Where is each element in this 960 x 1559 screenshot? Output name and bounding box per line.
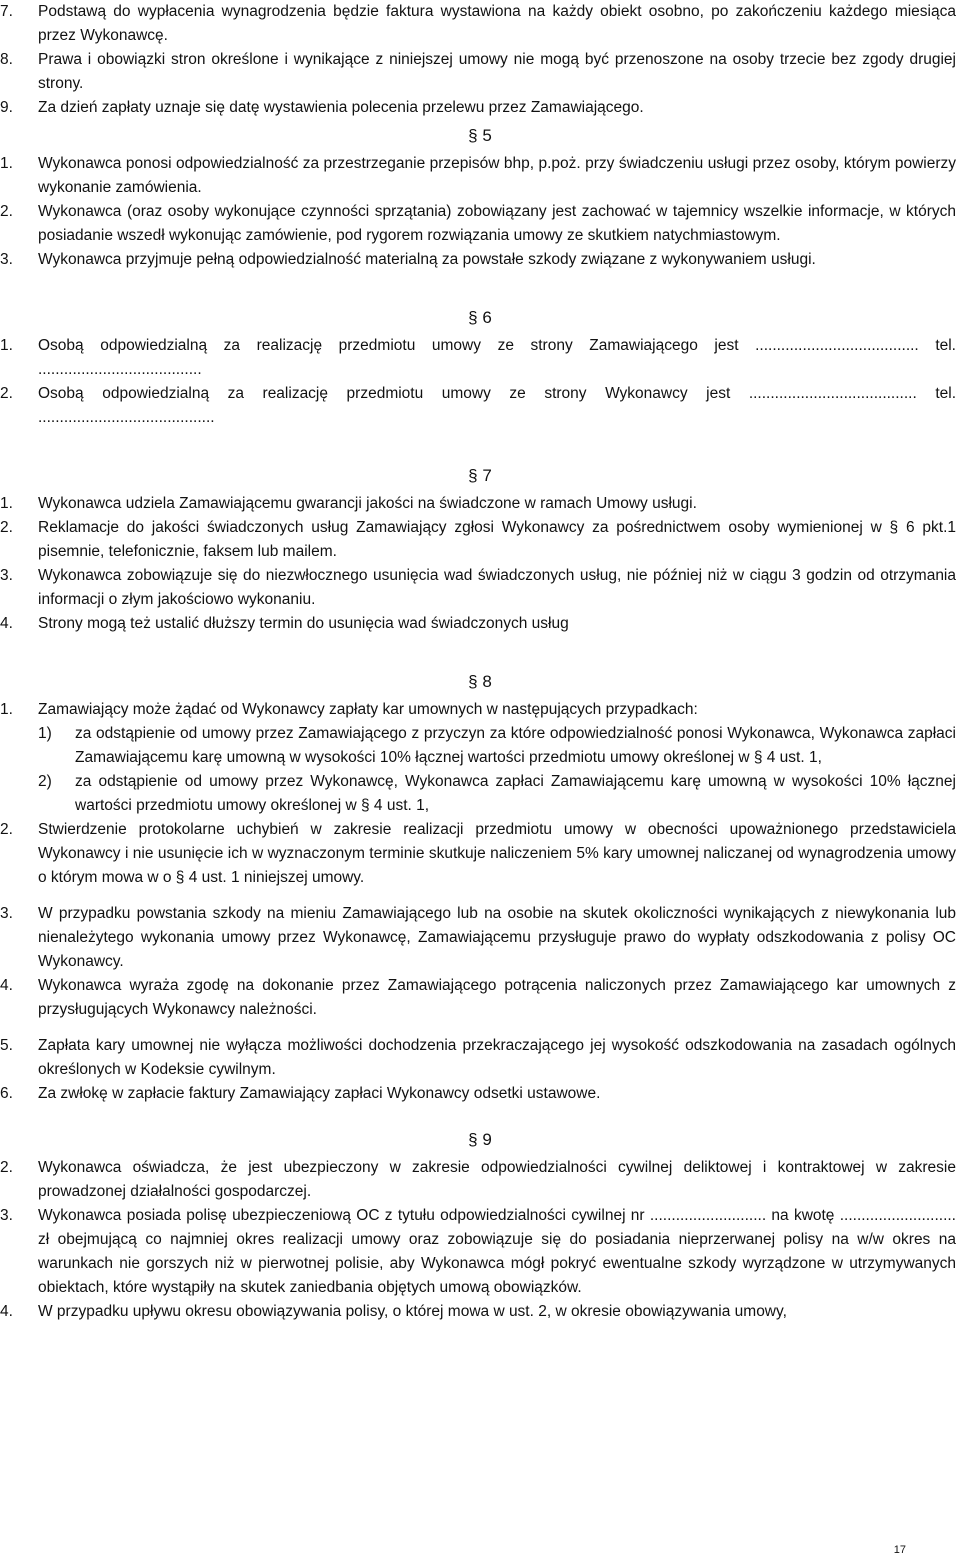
clause-item [0, 200, 960, 248]
clause-number: 2. [0, 203, 13, 220]
clause-number: 3. [0, 251, 13, 268]
clause-list-continued [0, 0, 960, 120]
clause-text: Osobą odpowiedzialną za realizację przedmiotu umowy ze strony Zamawiającego jest ...................................... tel. ...................................... [38, 337, 956, 378]
clause-text: Podstawą do wypłacenia wynagrodzenia będzie faktura wystawiona na każdy obiekt osobno, po zakończeniu każdego miesiąca przez Wykonawcę. [38, 3, 956, 44]
clause-text: Wykonawca (oraz osoby wykonujące czynności sprzątania) zobowiązany jest zachować w tajemnicy wszelkie informacje, w których posiadanie wszedł wykonując zamówienie, pod rygorem rozwiązania umowy ze skutkiem natychmiastowym. [38, 203, 956, 244]
clause-number: 2. [0, 1159, 13, 1176]
clause-item [0, 0, 960, 48]
section-8-items [0, 698, 960, 1106]
clause-number: 3. [0, 905, 13, 922]
section-heading-5: § 5 [468, 126, 492, 145]
clause-number: 4. [0, 1303, 13, 1320]
clause-number: 5. [0, 1037, 13, 1054]
sub-clause-text: za odstąpienie od umowy przez Zamawiającego z przyczyn za które odpowiedzialność ponosi Wykonawca, Wykonawca zapłaci Zamawiającemu karę umowną w wysokości 10% łącznej wartości przedmiotu umowy określonej w § 4 ust. 1, [75, 725, 956, 766]
clause-number: 1. [0, 155, 13, 172]
clause-text: Wykonawca przyjmuje pełną odpowiedzialność materialną za powstałe szkody związane z wykonywaniem usługi. [38, 251, 816, 268]
clause-text: Prawa i obowiązki stron określone i wynikające z niniejszej umowy nie mogą być przenoszone na osoby trzecie bez zgody drugiej strony. [38, 51, 956, 92]
clause-item [0, 818, 960, 890]
section-5-items [0, 152, 960, 272]
section-heading-8: § 8 [468, 672, 492, 691]
clause-number: 1. [0, 701, 13, 718]
clause-text: W przypadku powstania szkody na mieniu Zamawiającego lub na osobie na skutek okoliczności wynikających z niewykonania lub nienależytego wykonania umowy przez Wykonawcę, Zamawiającemu przysługuje prawo do wypłaty odszkodowania z polisy OC Wykonawcy. [38, 905, 956, 970]
clause-item [0, 698, 960, 722]
clause-number: 3. [0, 567, 13, 584]
clause-text: Wykonawca ponosi odpowiedzialność za przestrzeganie przepisów bhp, p.poż. przy świadczeniu usługi przez osoby, którym powierzy wykonanie zamówienia. [38, 155, 956, 196]
section-heading-6: § 6 [468, 308, 492, 327]
clause-item [0, 382, 960, 430]
clause-text: Za zwłokę w zapłacie faktury Zamawiający zapłaci Wykonawcy odsetki ustawowe. [38, 1085, 601, 1102]
clause-text: Reklamacje do jakości świadczonych usług Zamawiający zgłosi Wykonawcy za pośrednictwem osoby wymienionej w § 6 pkt.1 pisemnie, telefonicznie, faksem lub mailem. [38, 519, 956, 560]
clause-number: 6. [0, 1085, 13, 1102]
clause-text: Wykonawca wyraża zgodę na dokonanie przez Zamawiającego potrącenia naliczonych przez Zamawiającego kar umownych z przysługujących Wykonawcy należności. [38, 977, 956, 1018]
clause-text: Strony mogą też ustalić dłuższy termin do usunięcia wad świadczonych usług [38, 615, 569, 632]
clause-text: Wykonawca udziela Zamawiającemu gwarancji jakości na świadczone w ramach Umowy usługi. [38, 495, 697, 512]
clause-text: Za dzień zapłaty uznaje się datę wystawienia polecenia przelewu przez Zamawiającego. [38, 99, 644, 116]
clause-number: 9. [0, 99, 13, 116]
clause-number: 1. [0, 495, 13, 512]
sub-clause-item [0, 722, 960, 770]
clause-item [0, 612, 960, 636]
clause-text: Zamawiający może żądać od Wykonawcy zapłaty kar umownych w następujących przypadkach: [38, 701, 698, 718]
clause-number: 2. [0, 385, 13, 402]
clause-item [0, 152, 960, 200]
clause-text: Stwierdzenie protokolarne uchybień w zakresie realizacji przedmiotu umowy w obecności upoważnionego przedstawiciela Wykonawcy i nie usunięcie ich w wyznaczonym terminie skutkuje naliczeniem 5% kary umownej naliczanej od wynagrodzenia umowy o którym mowa w o § 4 ust. 1 niniejszej umowy. [38, 821, 956, 886]
clause-item [0, 334, 960, 382]
clause-item [0, 564, 960, 612]
clause-number: 2. [0, 519, 13, 536]
clause-text: Osobą odpowiedzialną za realizację przedmiotu umowy ze strony Wykonawcy jest ....................................... tel. ......................................... [38, 385, 956, 426]
clause-item [0, 96, 960, 120]
clause-item [0, 516, 960, 564]
clause-item [0, 974, 960, 1022]
clause-text: Wykonawca oświadcza, że jest ubezpieczony w zakresie odpowiedzialności cywilnej deliktowej i kontraktowej w zakresie prowadzonej działalności gospodarczej. [38, 1159, 956, 1200]
section-heading-9: § 9 [468, 1130, 492, 1149]
clause-item [0, 1082, 960, 1106]
sub-clause-number: 1) [38, 725, 52, 742]
clause-number: 4. [0, 615, 13, 632]
section-7-items [0, 492, 960, 636]
clause-item [0, 248, 960, 272]
sub-clause-text: za odstąpienie od umowy przez Wykonawcę, Wykonawca zapłaci Zamawiającemu karę umowną w wysokości 10% łącznej wartości przedmiotu umowy określonej w § 4 ust. 1, [75, 773, 956, 814]
clause-number: 3. [0, 1207, 13, 1224]
section-6-items [0, 334, 960, 430]
sub-clause-number: 2) [38, 773, 52, 790]
page-number: 17 [893, 1544, 906, 1556]
clause-item [0, 48, 960, 96]
clause-text: Wykonawca zobowiązuje się do niezwłocznego usunięcia wad świadczonych usług, nie później niż w ciągu 3 godzin od otrzymania informacji o złym jakościowo wykonaniu. [38, 567, 956, 608]
clause-item [0, 492, 960, 516]
clause-text: W przypadku upływu okresu obowiązywania polisy, o której mowa w ust. 2, w okresie obowiązywania umowy, [38, 1303, 787, 1320]
clause-text: Zapłata kary umownej nie wyłącza możliwości dochodzenia przekraczającego jej wysokość odszkodowania na zasadach ogólnych określonych w Kodeksie cywilnym. [38, 1037, 956, 1078]
clause-item [0, 1034, 960, 1082]
clause-number: 4. [0, 977, 13, 994]
clause-item [0, 1204, 960, 1300]
section-9-items [0, 1156, 960, 1324]
clause-item [0, 1300, 960, 1324]
sub-clause-item [0, 770, 960, 818]
clause-number: 1. [0, 337, 13, 354]
clause-number: 2. [0, 821, 13, 838]
clause-text: Wykonawca posiada polisę ubezpieczeniową OC z tytułu odpowiedzialności cywilnej nr ........................... na kwotę ........................... zł obejmującą co najmniej okres realizacji umowy oraz zobowiązuje się do posiadania nieprzerwanej polisy na w/w okres na warunkach nie gorszych niż w pierwotnej polisie, aby Wykonawca mógł pokryć ewentualne szkody wyrządzone w utrzymywanych obiektach, które wystąpiły na skutek zaniedbania objętych umową obowiązków. [38, 1207, 956, 1296]
section-heading-7: § 7 [468, 466, 492, 485]
clause-number: 7. [0, 3, 13, 20]
clause-number: 8. [0, 51, 13, 68]
clause-item [0, 1156, 960, 1204]
clause-item [0, 902, 960, 974]
